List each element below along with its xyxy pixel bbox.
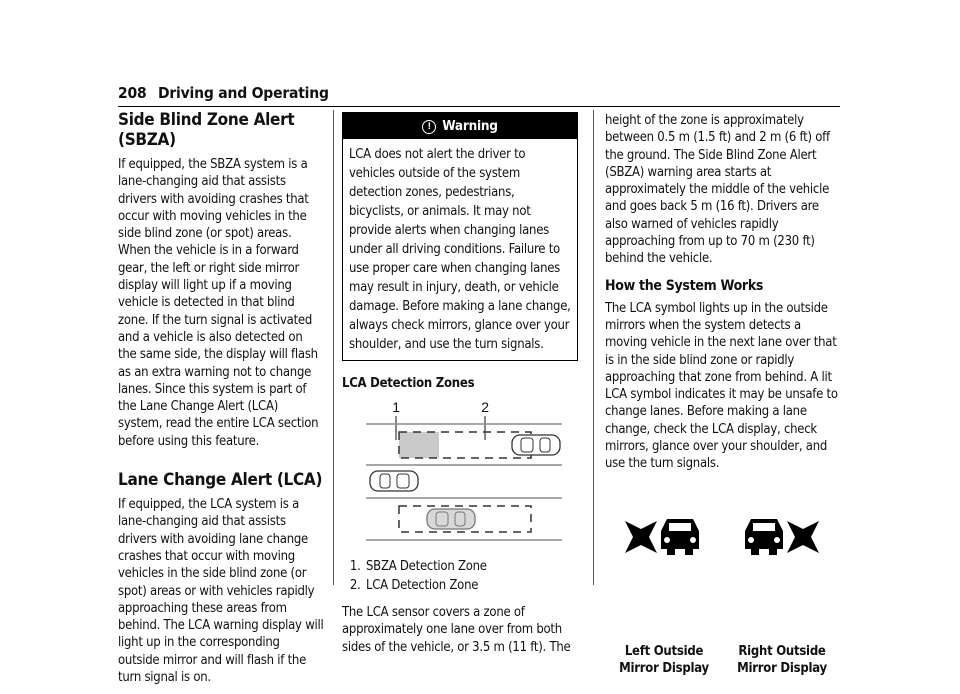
column-middle (342, 112, 578, 664)
how-it-works-heading: How the System Works (605, 277, 764, 294)
column-left (118, 110, 324, 694)
right-mirror-label: Right Outside Mirror Display (737, 643, 827, 676)
lca-heading: Lane Change Alert (LCA) (118, 470, 323, 491)
column-divider (333, 110, 334, 585)
column-divider (593, 110, 594, 585)
legend-item: 2. LCA Detection Zone (364, 577, 578, 594)
right-mirror-lca-icon (743, 513, 823, 563)
warning-icon: ! (422, 120, 436, 134)
column-right (605, 112, 841, 683)
sbza-heading: Side Blind Zone Alert (SBZA) (118, 110, 295, 150)
left-mirror-label: Left Outside Mirror Display (619, 643, 709, 676)
how-it-works-paragraph: The LCA symbol lights up in the outside mirrors when the system detects a moving vehicle in the next lane over that is in the side blind zone or rapidly approaching that zone from behind. A lit LCA symbol indicates it may be unsafe to change lanes. Before making a lane change, check the LCA display, check mirrors, glance over your shoulder, and use the turn signals. (605, 300, 838, 472)
car-approaching-icon (512, 435, 560, 455)
page-header (118, 84, 840, 107)
section-name: Driving and Operating (158, 84, 329, 102)
own-vehicle-icon (370, 471, 418, 491)
zone-height-paragraph: height of the zone is approximately between 0.5 m (1.5 ft) and 2 m (6 ft) off the ground. The Side Blind Zone Alert (SBZA) warning area starts at approximately the middle of the vehicle and goes back 5 m (16 ft). Drivers are also warned of vehicles rapidly approaching from up to 70 m (230 ft) behind the vehicle. (605, 113, 830, 267)
warning-box (342, 112, 578, 361)
warning-title: Warning (442, 118, 498, 134)
lca-paragraph: If equipped, the LCA system is a lane-changing aid that assists drivers with avoiding lane change crashes that occur with moving vehicles in the side blind zone (or spot) areas or with vehicles rapidly approaching these areas from behind. The LCA warning display will light up in the corresponding outside mirror and will flash if the turn signal is on. (118, 497, 324, 686)
page-number: 208 (118, 84, 147, 102)
lca-detection-zones-diagram (342, 396, 578, 546)
callout-1: 1 (392, 399, 400, 416)
figure-caption: LCA Detection Zones (342, 376, 475, 391)
callout-2: 2 (481, 399, 489, 416)
left-mirror-lca-icon (623, 513, 703, 563)
sbza-paragraph: If equipped, the SBZA system is a lane-changing aid that assists drivers with avoiding crashes that occur with moving vehicles in the side blind zone (or spot) areas. When the vehicle is in a forward gear, the left or right side mirror display will light up if a moving vehicle is detected in that blind zone. If the turn signal is activated and a vehicle is also detected on the same side, the display will flash as an extra warning not to change lanes. Since this system is part of the Lane Change Alert (LCA) system, read the entire LCA section before using this feature. (118, 157, 319, 449)
figure-legend (342, 558, 578, 595)
warning-header (343, 113, 577, 139)
car-in-blind-zone-icon (427, 509, 475, 529)
warning-text: LCA does not alert the driver to vehicles outside of the system detection zones, pedestrians, bicyclists, or animals. It may not provide alerts when changing lanes under all driving conditions. Failure to use proper care when changing lanes may result in injury, death, or vehicle damage. Before making a lane change, always check mirrors, glance over your shoulder, and use the turn signals. (349, 147, 571, 352)
legend-item: 1. SBZA Detection Zone (364, 558, 578, 575)
sensor-paragraph: The LCA sensor covers a zone of approximately one lane over from both sides of the vehicle, or 3.5 m (11 ft). The (342, 605, 571, 655)
mirror-display-icons (605, 483, 841, 683)
